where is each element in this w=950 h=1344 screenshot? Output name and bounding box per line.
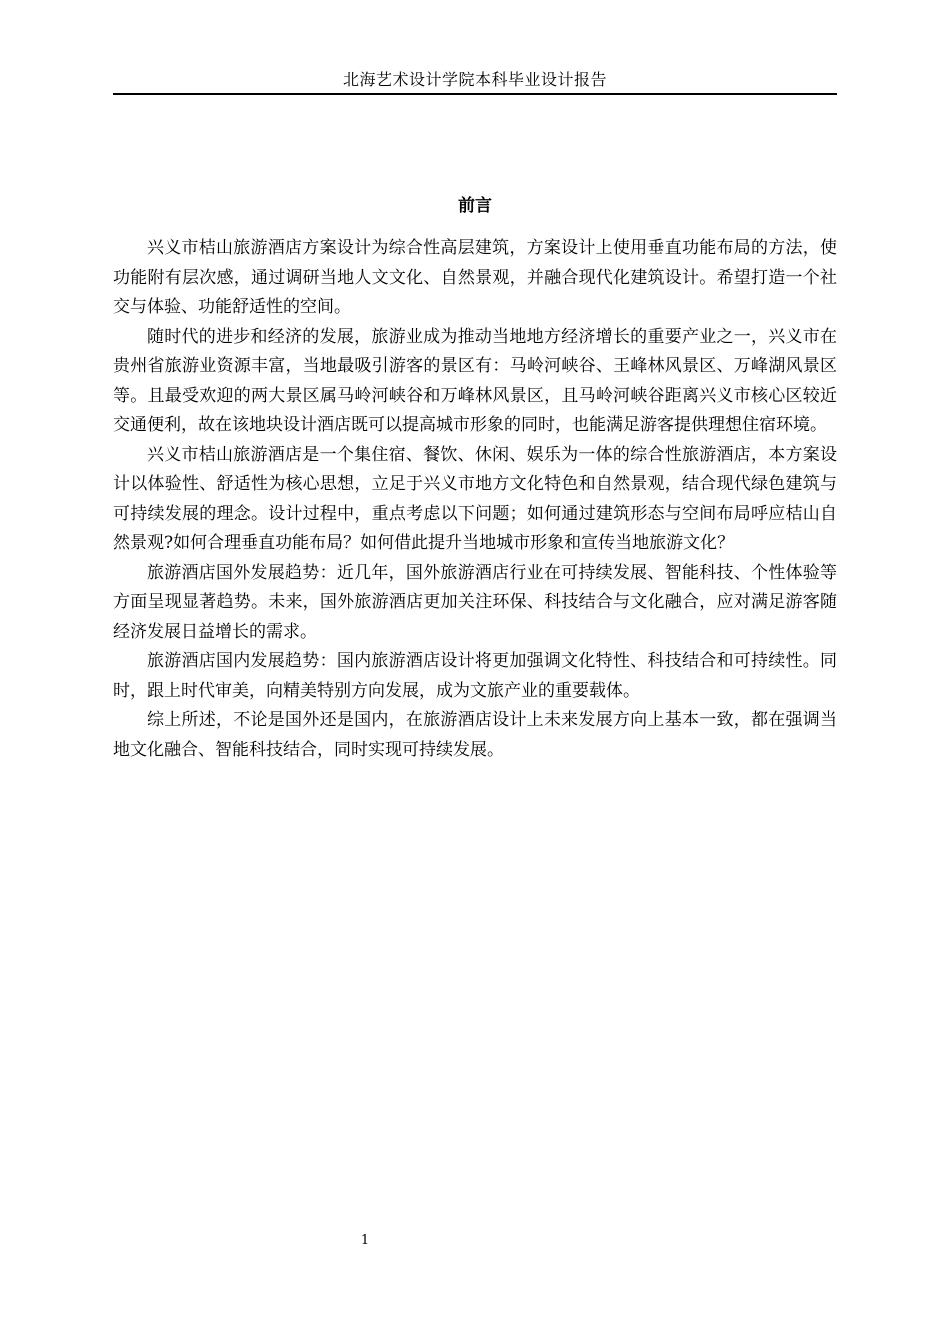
page-number: 1 [360, 1233, 370, 1248]
paragraph-foreign-trend: 旅游酒店国外发展趋势：近几年，国外旅游酒店行业在可持续发展、智能科技、个性体验等方面呈现显著趋势。未来，国外旅游酒店更加关注环保、科技结合与文化融合，应对满足游客随经济发展日益增长的需求。 [113, 562, 837, 642]
paragraph-intro: 兴义市桔山旅游酒店方案设计为综合性高层建筑，方案设计上使用垂直功能布局的方法，使功能附有层次感，通过调研当地人文文化、自然景观，并融合现代化建筑设计。希望打造一个社交与体验、功能舒适性的空间。 [113, 238, 837, 317]
paragraph-summary: 综上所述，不论是国外还是国内，在旅游酒店设计上未来发展方向上基本一致，都在强调当地文化融合、智能科技结合，同时实现可持续发展。 [113, 710, 837, 760]
body-text [113, 234, 837, 765]
paragraph-domestic-trend: 旅游酒店国内发展趋势：国内旅游酒店设计将更加强调文化特性、科技结合和可持续性。同时，跟上时代审美，向精美特别方向发展，成为文旅产业的重要载体。 [113, 651, 837, 701]
header-title: 北海艺术设计学院本科毕业设计报告 [342, 70, 607, 89]
section-title: 前言 [458, 196, 492, 216]
paragraph-background: 随时代的进步和经济的发展，旅游业成为推动当地地方经济增长的重要产业之一，兴义市在贵州省旅游业资源丰富，当地最吸引游客的景区有：马岭河峡谷、王峰林风景区、万峰湖风景区等。且最受欢迎的两大景区属马岭河峡谷和万峰林风景区，且马岭河峡谷距离兴义市核心区较近交通便利，故在该地块设计酒店既可以提高城市形象的同时，也能满足游客提供理想住宿环境。 [113, 326, 837, 435]
page-header [113, 66, 837, 95]
paragraph-design-concept: 兴义市桔山旅游酒店是一个集住宿、餐饮、休闲、娱乐为一体的综合性旅游酒店，本方案设计以体验性、舒适性为核心思想，立足于兴义市地方文化特色和自然景观，结合现代绿色建筑与可持续发展的理念。设计过程中，重点考虑以下问题；如何通过建筑形态与空间布局呼应桔山自然景观?如何合理垂直功能布局？如何借此提升当地城市形象和宣传当地旅游文化？ [113, 444, 837, 553]
